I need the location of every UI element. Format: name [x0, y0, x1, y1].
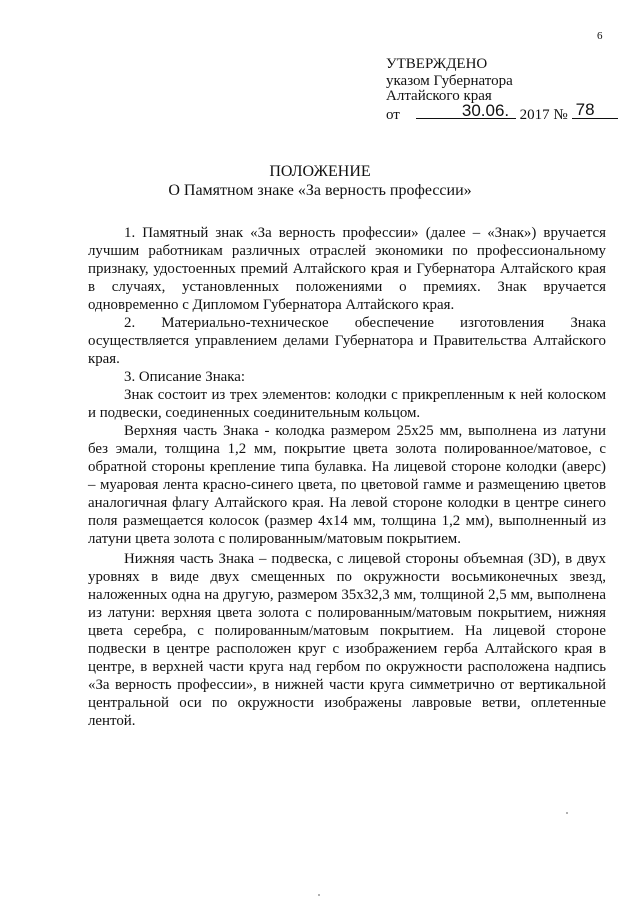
scan-speck [318, 894, 320, 896]
number-underline [572, 100, 618, 119]
page-number: 6 [597, 30, 603, 42]
scan-speck [566, 812, 568, 814]
paragraph: Верхняя часть Знака - колодка размером 25х25 мм, выполнена из латуни без эмали, толщина 1,2 мм, покрытие цвета золота полированное/матовое, с обратной стороны крепление типа булавка. На лицевой стороне колодки (аверс) – муаровая лента красно-синего цвета, по цветовой гамме и размещению цветов аналогичная флагу Алтайского края. На левой стороне колодки в центре синего поля размещается колосок (размер 4х14 мм, толщина 1,2 мм), выполненный из латуни цвета золота с полированным/матовым покрытием. [88, 423, 606, 547]
paragraph: Знак состоит из трех элементов: колодки с прикрепленным к ней колоском и подвески, соединенных соединительным кольцом. [88, 387, 606, 421]
region-label: Алтайского края [386, 88, 492, 104]
decree-number: 78 [575, 100, 595, 119]
decree-label: указом Губернатора [386, 73, 513, 89]
date-underline [416, 101, 516, 120]
decree-date-line [386, 100, 618, 123]
approval-stamp [386, 57, 618, 122]
from-label: от [386, 107, 400, 123]
document-title: ПОЛОЖЕНИЕ [269, 163, 371, 180]
paragraph: 2. Материально-техническое обеспечение изготовления Знака осуществляется управлением делами Губернатора и Правительства Алтайского края. [88, 315, 606, 367]
paragraph: 3. Описание Знака: [124, 369, 246, 385]
paragraph: 1. Памятный знак «За верность профессии» (далее – «Знак») вручается лучшим работникам различных отраслей экономики по профессиональному признаку, удостоенных премий Алтайского края и Губернатора Алтайского края в случаях, установленных положениями о премиях. Знак вручается одновременно с Дипломом Губернатора Алтайского края. [88, 225, 606, 313]
decree-date: 30.06. [461, 101, 510, 120]
document-body [88, 224, 606, 730]
document-subtitle: О Памятном знаке «За верность профессии» [168, 182, 472, 199]
paragraph: Нижняя часть Знака – подвеска, с лицевой стороны объемная (3D), в двух уровнях в виде двух смещенных по окружности восьмиконечных звезд, наложенных одна на другую, размером 35х32,3 мм, толщиной 2,5 мм, выполнена из латуни: верхняя цвета золота с полированным/матовым покрытием, нижняя цвета серебра, с полированным/матовым покрытием. На лицевой стороне подвески в центре расположен круг с изображением герба Алтайского края в центре, в верхней части круга над гербом по окружности расположена надпись «За верность профессии», в нижней части круга симметрично от вертикальной центральной оси по окружности изображены лавровые ветви, оплетенные лентой. [88, 551, 606, 729]
approved-label: УТВЕРЖДЕНО [386, 56, 488, 72]
year-number-label: 2017 № [519, 107, 568, 123]
